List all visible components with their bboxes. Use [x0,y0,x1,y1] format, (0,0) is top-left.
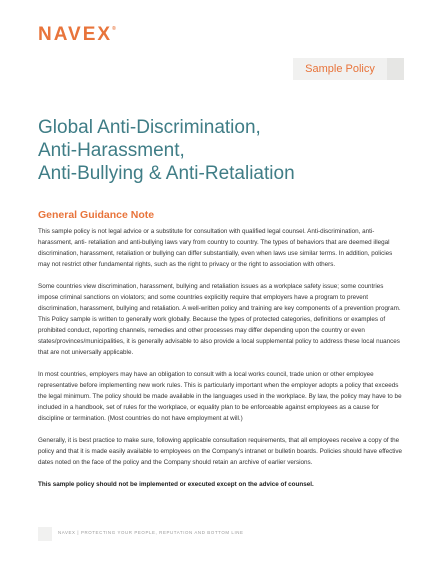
guidance-body [38,226,404,501]
logo-text: NAVEX [38,24,113,45]
trademark-symbol: ® [112,26,116,32]
title-line: Anti-Harassment, [38,140,185,161]
footer-page-box [38,527,52,541]
paragraph: This sample policy is not legal advice or a substitute for consultation with qualified legal counsel. Anti-discrimination, anti- harassment, anti- retaliation and anti-bullying laws vary from country to country. The types of behaviors that are deemed illegal discrimination, harassment, retaliation or bullying can differ substantially, even when laws use similar terms. In addition, policies may not restrict other fundamental rights, such as the right to privacy or the right to association with others. [38,228,393,268]
paragraph: Some countries view discrimination, harassment, bullying and retaliation issues as a workplace safety issue; some countries impose criminal sanctions on violators; and some countries explicitly require that employers have a program to prevent discrimination, harassment, bullying and retaliation. A well-written policy and training are key components of a prevention program. This Policy sample is written to generally work globally. Because the types of protected categories, definitions or examples of prohibited conduct, reporting channels, remedies and other processes may differ depending upon the country or even states/provinces/municipalities, it is generally advisable to also provide a local supplemental policy to address these local nuances that are not universally applicable. [38,283,401,356]
document-title [38,116,398,185]
section-heading: General Guidance Note [38,209,155,221]
title-line: Anti-Bullying & Anti-Retaliation [38,163,295,184]
document-type-label: Sample Policy [305,63,375,75]
counsel-notice: This sample policy should not be implemented or executed except on the advice of counsel. [38,481,314,488]
paragraph: Generally, it is best practice to make sure, following applicable consultation requirements, that all employees receive a copy of the policy and that it is made easily available to employees on the Company's intranet or bulletin boards. Policies should have effective dates noted on the face of the policy and the Company should retain an archive of earlier versions. [38,437,403,466]
paragraph: In most countries, employers may have an obligation to consult with a local works council, trade union or other employee representative before implementing new work rules. This is particularly important when the employer adopts a policy that exceeds the legal minimum. The policy should be made available in the languages used in the workplace. By law, the policy may have to be included in a handbook, set of rules for the workplace, or equality plan to be enforceable against employees as a cause for discipline or termination. (Most countries do not have employment at will.) [38,371,402,422]
tag-bar-accent [387,58,404,80]
navex-logo [38,24,116,46]
footer-tagline: NAVEX | PROTECTING YOUR PEOPLE, REPUTATION AND BOTTOM LINE [58,530,244,535]
title-line: Global Anti-Discrimination, [38,117,261,138]
